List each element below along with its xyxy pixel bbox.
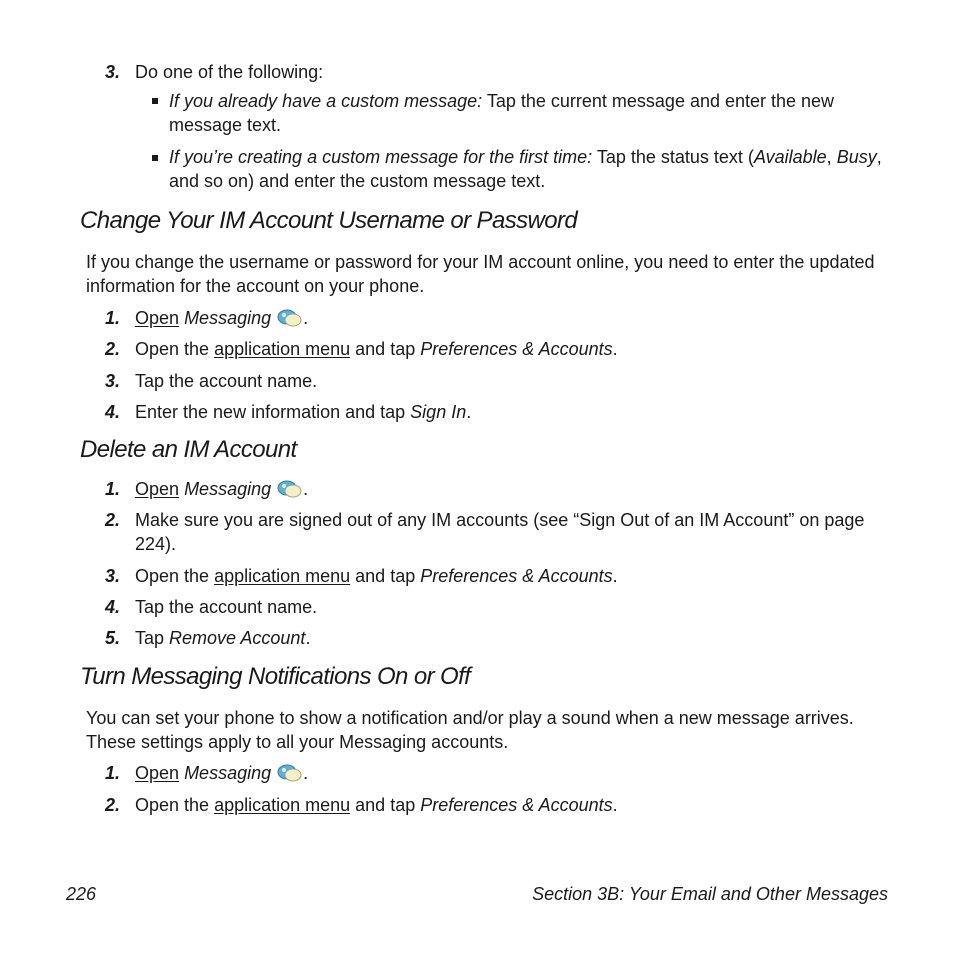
bullet-body: Tap the status text ( <box>592 147 754 167</box>
step-end: . <box>303 763 309 783</box>
step-text: Do one of the following: <box>135 62 324 82</box>
footer-section-label: Section 3B: Your Email and Other Messages <box>532 884 888 904</box>
step-number: 2. <box>104 510 120 530</box>
status-busy: Busy <box>836 147 877 167</box>
step-text <box>135 626 310 650</box>
step-number: 1. <box>104 763 120 783</box>
bullet-text <box>169 89 889 137</box>
step-body: Open the <box>135 339 215 359</box>
messaging-app-icon[interactable] <box>277 763 303 789</box>
step-number: 5. <box>104 628 120 648</box>
preferences-accounts-label: Preferences & Accounts <box>420 339 613 359</box>
section-heading: Turn Messaging Notifications On or Off <box>80 663 471 690</box>
page-number: 226 <box>66 884 97 904</box>
step-text <box>135 761 308 789</box>
preferences-accounts-label: Preferences & Accounts <box>420 795 613 815</box>
section-heading: Delete an IM Account <box>80 436 297 463</box>
open-link[interactable]: Open <box>135 308 180 328</box>
remove-account-label: Remove Account <box>169 628 306 648</box>
bullet-lead: If you’re creating a custom message for the first time: <box>169 147 593 167</box>
application-menu-link[interactable]: application menu <box>214 339 351 359</box>
section-paragraph: If you change the username or password for your IM account online, you need to enter the updated information for the account on your phone. <box>86 252 875 296</box>
messaging-app-icon[interactable] <box>277 308 303 334</box>
step-number: 4. <box>104 597 120 617</box>
step-body: Open the <box>135 566 215 586</box>
bullet-text <box>169 145 889 193</box>
bullet <box>152 155 158 161</box>
bullet-body: , <box>826 147 837 167</box>
step-number: 1. <box>104 479 120 499</box>
step-number: 2. <box>104 339 120 359</box>
step-number: 1. <box>104 308 120 328</box>
step-number: 3. <box>104 371 120 391</box>
step-number: 2. <box>104 795 120 815</box>
step-body: and tap <box>350 795 421 815</box>
step-text: Tap the account name. <box>135 371 318 391</box>
step-end: . <box>466 402 472 422</box>
messaging-label: Messaging <box>184 763 272 783</box>
step-text <box>135 337 618 361</box>
bullet-body: , and so on) and enter the custom message text. <box>169 147 882 191</box>
application-menu-link[interactable]: application menu <box>214 795 351 815</box>
application-menu-link[interactable]: application menu <box>214 566 351 586</box>
step-text: Tap the account name. <box>135 597 318 617</box>
step-body: Tap <box>135 628 170 648</box>
status-available: Available <box>753 147 827 167</box>
step-end: . <box>612 339 618 359</box>
section-heading: Change Your IM Account Username or Password <box>80 207 578 234</box>
step-text <box>135 400 471 424</box>
step-body: and tap <box>350 339 421 359</box>
step-number: 3. <box>104 566 120 586</box>
step-text <box>135 477 308 505</box>
preferences-accounts-label: Preferences & Accounts <box>420 566 613 586</box>
step-text <box>135 793 618 817</box>
bullet-lead: If you already have a custom message: <box>169 91 483 111</box>
step-body: Enter the new information and tap <box>135 402 411 422</box>
bullet-body: Tap the current message and enter the new message text. <box>169 91 835 135</box>
open-link[interactable]: Open <box>135 763 180 783</box>
step-text <box>135 564 618 588</box>
step-end: . <box>303 479 309 499</box>
step-number: 3. <box>104 62 120 82</box>
messaging-app-icon[interactable] <box>277 479 303 505</box>
open-link[interactable]: Open <box>135 479 180 499</box>
step-body: Open the <box>135 795 215 815</box>
step-body: and tap <box>350 566 421 586</box>
messaging-label: Messaging <box>184 308 272 328</box>
step-end: . <box>303 308 309 328</box>
section-paragraph: You can set your phone to show a notification and/or play a sound when a new message arrives. These settings apply to all your Messaging accounts. <box>86 708 854 752</box>
messaging-label: Messaging <box>184 479 272 499</box>
step-number: 4. <box>104 402 120 422</box>
step-text: Make sure you are signed out of any IM accounts (see “Sign Out of an IM Account” on page 224). <box>135 510 865 554</box>
sign-in-label: Sign In <box>410 402 467 422</box>
step-end: . <box>612 795 618 815</box>
step-end: . <box>305 628 311 648</box>
step-text <box>135 306 308 334</box>
bullet <box>152 98 158 104</box>
step-end: . <box>612 566 618 586</box>
